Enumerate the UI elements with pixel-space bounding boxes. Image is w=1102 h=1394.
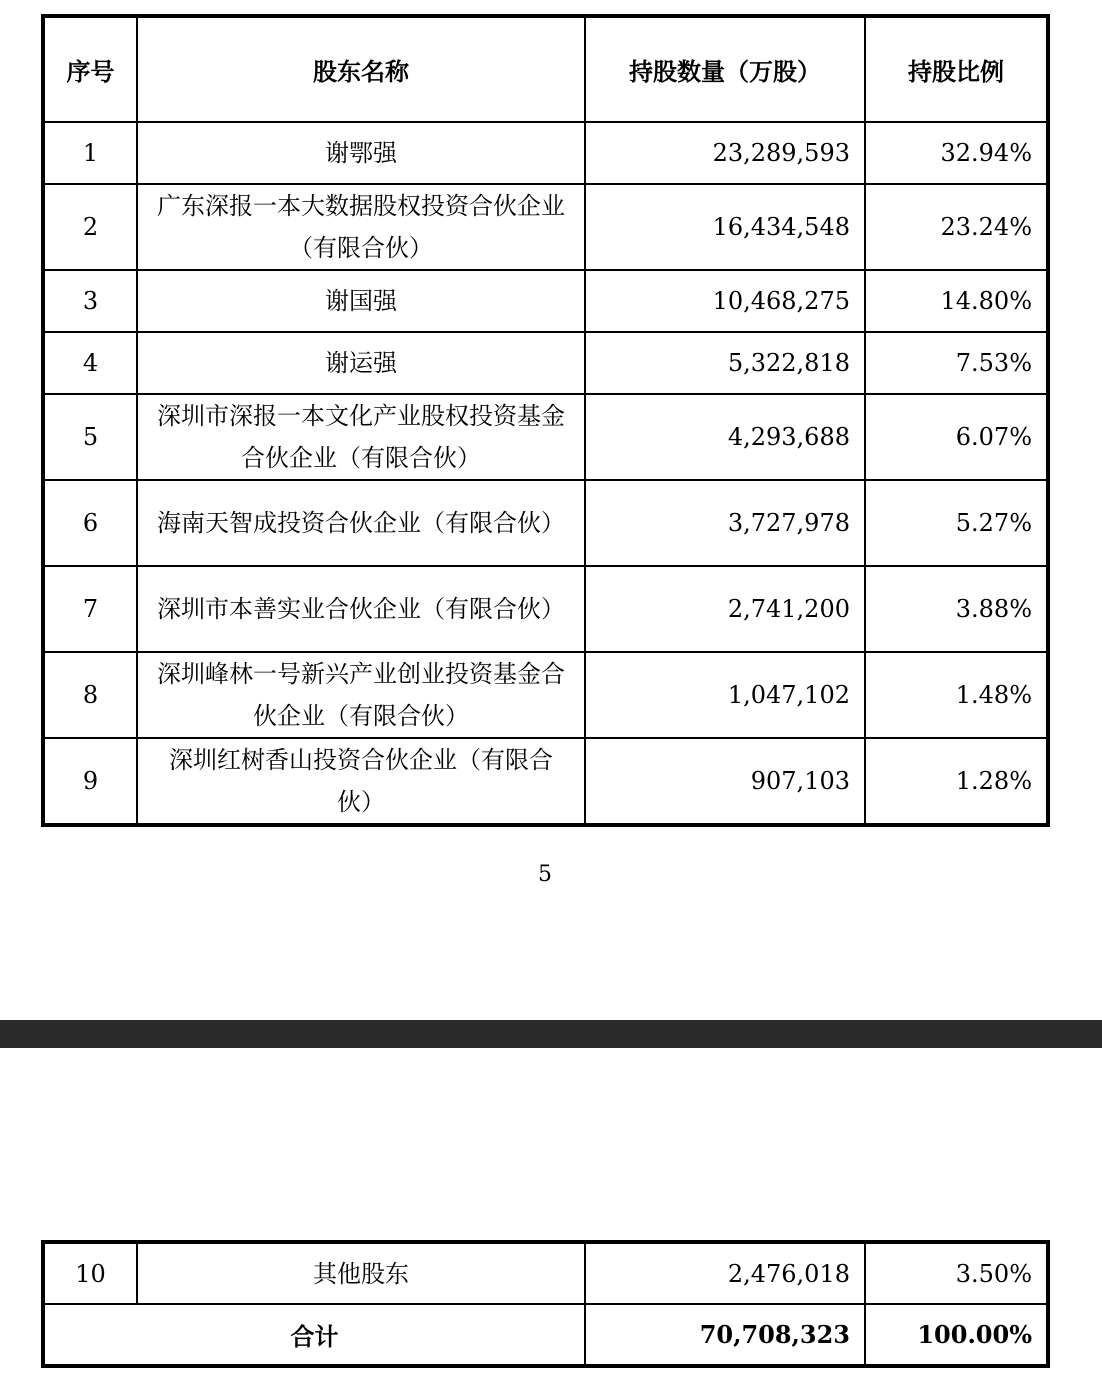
row-seq: 7	[43, 566, 137, 652]
row-seq: 9	[43, 738, 137, 825]
row-ratio: 23.24%	[865, 184, 1048, 270]
row-qty: 4,293,688	[585, 394, 865, 480]
row-name: 谢国强	[137, 270, 585, 332]
table-row	[43, 738, 1048, 825]
row-ratio: 7.53%	[865, 332, 1048, 394]
row-name: 海南天智成投资合伙企业（有限合伙）	[137, 480, 585, 566]
row-seq: 6	[43, 480, 137, 566]
row-qty: 907,103	[585, 738, 865, 825]
row-seq: 5	[43, 394, 137, 480]
row-qty: 3,727,978	[585, 480, 865, 566]
row-name: 广东深报一本大数据股权投资合伙企业（有限合伙）	[137, 184, 585, 270]
shareholder-table	[41, 14, 1050, 827]
row-name: 其他股东	[137, 1242, 585, 1304]
header-seq: 序号	[43, 16, 137, 122]
row-ratio: 3.88%	[865, 566, 1048, 652]
row-ratio: 3.50%	[865, 1242, 1048, 1304]
row-qty: 2,476,018	[585, 1242, 865, 1304]
table-row	[43, 652, 1048, 738]
row-ratio: 14.80%	[865, 270, 1048, 332]
row-ratio: 6.07%	[865, 394, 1048, 480]
page-number: 5	[538, 862, 552, 887]
row-ratio: 32.94%	[865, 122, 1048, 184]
row-seq: 2	[43, 184, 137, 270]
table-row	[43, 332, 1048, 394]
header-name: 股东名称	[137, 16, 585, 122]
total-qty: 70,708,323	[585, 1304, 865, 1366]
row-name: 深圳峰林一号新兴产业创业投资基金合伙企业（有限合伙）	[137, 652, 585, 738]
table-row	[43, 270, 1048, 332]
row-name: 谢运强	[137, 332, 585, 394]
row-seq: 3	[43, 270, 137, 332]
total-label: 合计	[43, 1304, 585, 1366]
row-ratio: 1.28%	[865, 738, 1048, 825]
table-header-row	[43, 16, 1048, 122]
row-qty: 5,322,818	[585, 332, 865, 394]
row-qty: 10,468,275	[585, 270, 865, 332]
table-row	[43, 122, 1048, 184]
header-ratio: 持股比例	[865, 16, 1048, 122]
row-name: 深圳市深报一本文化产业股权投资基金合伙企业（有限合伙）	[137, 394, 585, 480]
shareholder-table-continued	[41, 1240, 1050, 1368]
total-ratio: 100.00%	[865, 1304, 1048, 1366]
row-seq: 4	[43, 332, 137, 394]
table-row	[43, 1242, 1048, 1304]
row-ratio: 1.48%	[865, 652, 1048, 738]
table-row	[43, 566, 1048, 652]
row-seq: 8	[43, 652, 137, 738]
table-row	[43, 480, 1048, 566]
row-ratio: 5.27%	[865, 480, 1048, 566]
row-name: 深圳红树香山投资合伙企业（有限合伙）	[137, 738, 585, 825]
header-qty: 持股数量（万股）	[585, 16, 865, 122]
row-name: 谢鄂强	[137, 122, 585, 184]
total-row	[43, 1304, 1048, 1366]
row-seq: 1	[43, 122, 137, 184]
row-seq: 10	[43, 1242, 137, 1304]
row-qty: 23,289,593	[585, 122, 865, 184]
row-qty: 2,741,200	[585, 566, 865, 652]
row-qty: 1,047,102	[585, 652, 865, 738]
page-separator	[0, 1020, 1102, 1048]
table-row	[43, 394, 1048, 480]
table-row	[43, 184, 1048, 270]
row-name: 深圳市本善实业合伙企业（有限合伙）	[137, 566, 585, 652]
row-qty: 16,434,548	[585, 184, 865, 270]
